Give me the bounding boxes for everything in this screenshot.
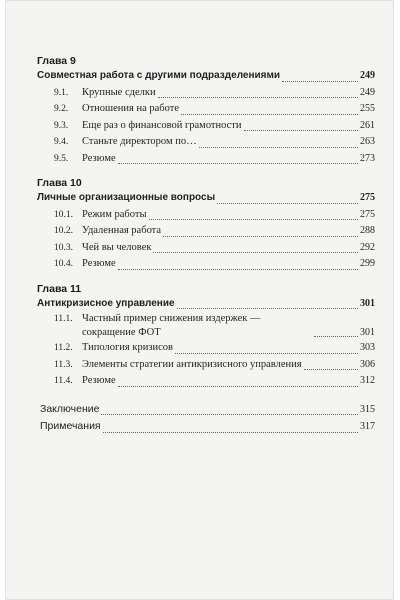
- page-number: 303: [360, 342, 375, 353]
- dot-leader: [149, 219, 358, 220]
- dot-leader: [244, 130, 358, 131]
- section-number: 9.5.: [54, 153, 69, 164]
- page-number: 249: [360, 70, 375, 81]
- section-number: 9.2.: [54, 104, 69, 114]
- page-number: 249: [360, 86, 375, 98]
- section-title: Частный пример снижения издержек — сокращение ФОТ: [82, 313, 261, 338]
- section-number: 10.4.: [54, 259, 73, 269]
- toc-entry: [37, 340, 375, 357]
- back-matter: [37, 401, 375, 436]
- toc-entry: [37, 101, 375, 118]
- dot-leader: [163, 236, 358, 237]
- section-title: Удаленная работа: [82, 225, 162, 236]
- toc-entry: [37, 151, 375, 168]
- page-number: 263: [360, 136, 375, 147]
- page-number: 292: [360, 241, 375, 253]
- toc-entry: [37, 85, 375, 102]
- page-number: 301: [360, 327, 375, 338]
- page-number: 275: [360, 208, 375, 220]
- page-number: 317: [360, 421, 375, 432]
- section-number: 9.3.: [54, 120, 69, 131]
- dot-leader: [101, 414, 358, 415]
- toc-entry: [37, 312, 375, 340]
- page-number: 261: [360, 119, 375, 131]
- dot-leader: [158, 97, 358, 98]
- page-number: 301: [360, 297, 375, 309]
- section-title: Режим работы: [82, 208, 147, 220]
- dot-leader: [199, 147, 358, 148]
- section-title: Типология кризисов: [82, 342, 173, 353]
- chapter-heading: Глава 9: [37, 55, 76, 67]
- section-title: Крупные сделки: [82, 86, 156, 98]
- chapter-title-row: [37, 296, 375, 313]
- page-number: 306: [360, 358, 375, 370]
- toc-entry: [37, 223, 375, 240]
- chapter-10: [37, 176, 375, 273]
- dot-leader: [282, 81, 358, 82]
- dot-leader: [175, 353, 358, 354]
- toc-entry: [37, 256, 375, 273]
- section-number: 10.3.: [54, 242, 73, 253]
- section-title: Резюме: [82, 375, 116, 386]
- toc-entry: [37, 134, 375, 151]
- dot-leader: [103, 432, 358, 433]
- page-number: 255: [360, 103, 375, 114]
- chapter-title: Антикризисное управление: [37, 297, 175, 309]
- section-number: 9.4.: [54, 137, 69, 147]
- toc-entry: [37, 118, 375, 135]
- chapter-9: [37, 54, 375, 167]
- toc-entry: [37, 207, 375, 224]
- toc-entry: [37, 357, 375, 374]
- chapter-title-row: [37, 190, 375, 207]
- section-title: Чей вы человек: [82, 241, 152, 253]
- toc-entry: [37, 373, 375, 390]
- chapter-title: Личные организационные вопросы: [37, 192, 216, 203]
- section-title: Примечания: [40, 420, 101, 432]
- page-number: 315: [360, 403, 375, 415]
- toc-entry: [37, 240, 375, 257]
- section-number: 11.1.: [54, 314, 73, 324]
- section-title: Элементы стратегии антикризисного управления: [82, 358, 302, 370]
- dot-leader: [153, 252, 358, 253]
- dot-leader: [181, 114, 358, 115]
- toc-entry: [37, 401, 375, 419]
- section-title: Заключение: [40, 402, 100, 415]
- dot-leader: [314, 336, 358, 337]
- chapter-11: [37, 282, 375, 390]
- section-number: 10.1.: [54, 209, 73, 220]
- chapter-heading: Глава 11: [37, 282, 82, 295]
- section-title: Станьте директором по…: [82, 136, 197, 147]
- page-number: 275: [360, 192, 375, 203]
- section-number: 11.4.: [54, 376, 73, 386]
- page-number: 299: [360, 258, 375, 269]
- chapter-heading: Глава 10: [37, 177, 82, 189]
- chapter-title-row: [37, 68, 375, 85]
- section-number: 10.2.: [54, 226, 73, 236]
- section-title: Еще раз о финансовой грамотности: [82, 119, 242, 131]
- page-number: 312: [360, 375, 375, 386]
- section-number: 9.1.: [54, 87, 69, 98]
- dot-leader: [177, 308, 358, 309]
- dot-leader: [118, 163, 358, 164]
- section-title: Отношения на работе: [82, 103, 179, 114]
- dot-leader: [118, 386, 358, 387]
- chapter-title: Совместная работа с другими подразделениями: [37, 70, 281, 81]
- dot-leader: [217, 203, 358, 204]
- section-number: 11.3.: [54, 359, 73, 370]
- page-number: 288: [360, 225, 375, 236]
- section-title: Резюме: [82, 152, 116, 164]
- book-page: [5, 0, 394, 600]
- dot-leader: [304, 369, 358, 370]
- toc-entry: [37, 418, 375, 436]
- section-number: 11.2.: [54, 343, 73, 353]
- page-number: 273: [360, 152, 375, 164]
- table-of-contents: [37, 54, 375, 436]
- dot-leader: [118, 269, 358, 270]
- section-title: Резюме: [82, 258, 116, 269]
